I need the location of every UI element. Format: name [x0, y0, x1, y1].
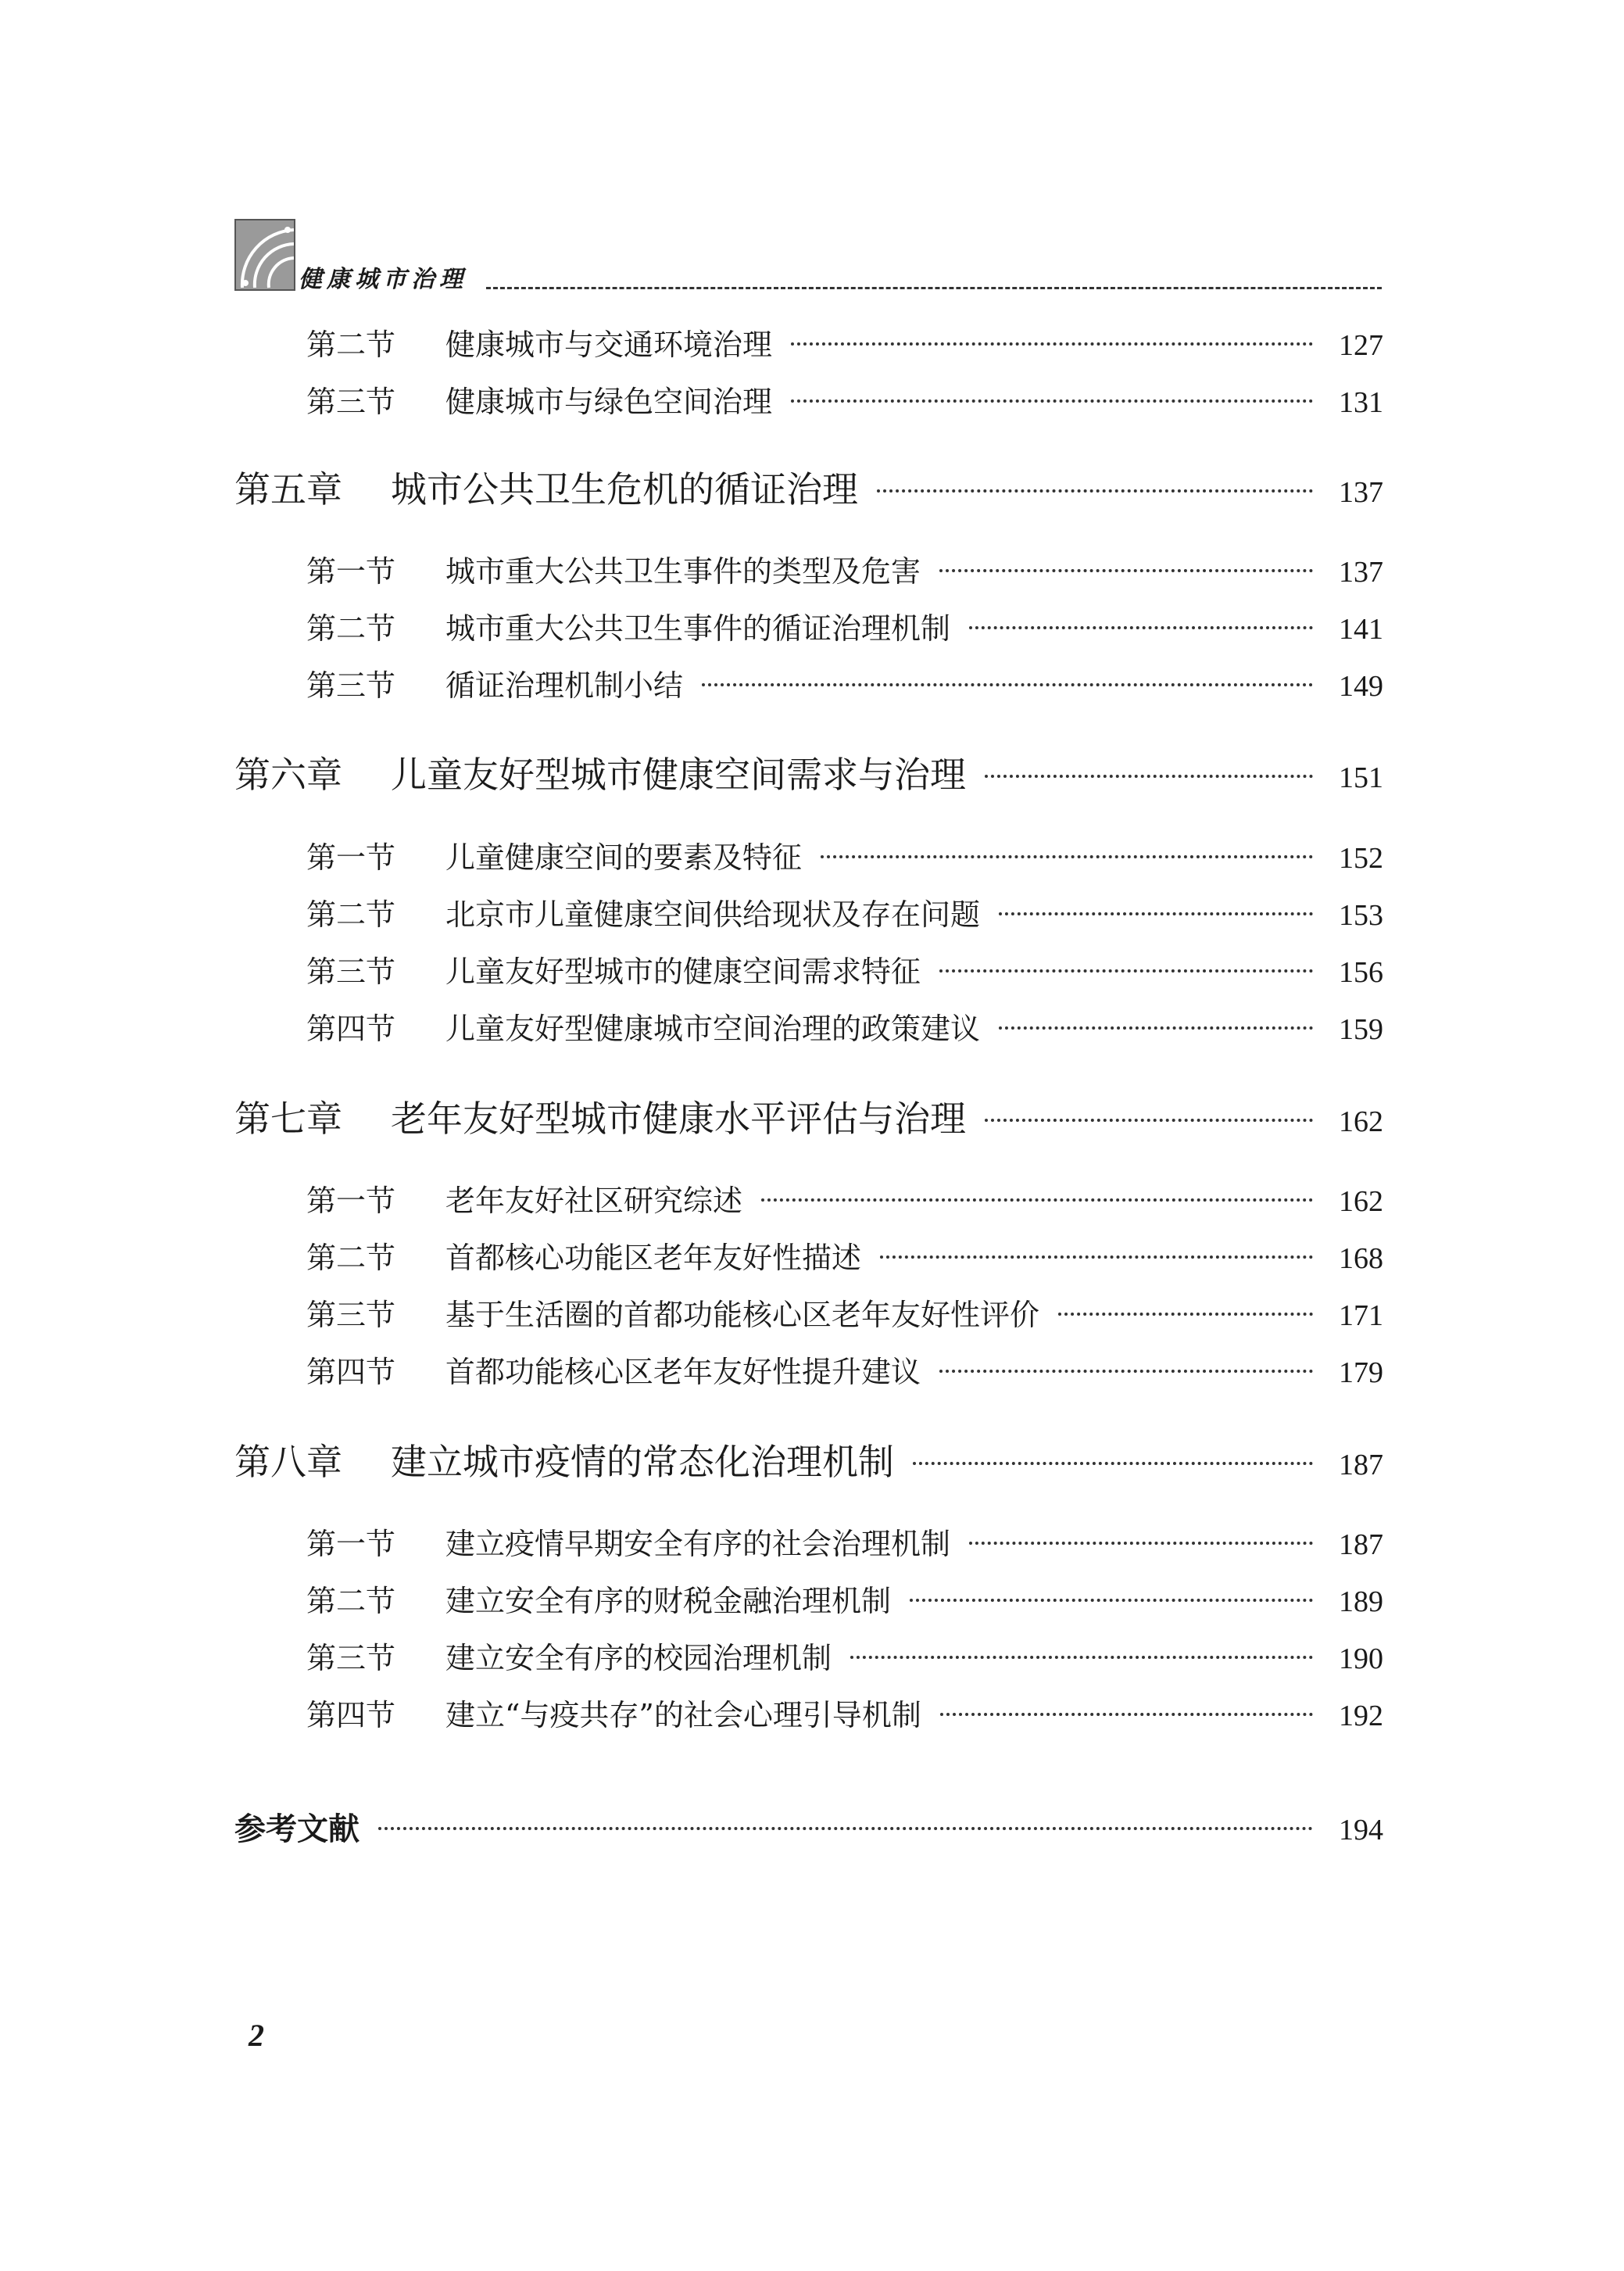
- dot-leader: [1058, 1313, 1313, 1316]
- entry-number: 第一节: [306, 1184, 396, 1218]
- toc-row[interactable]: [234, 1348, 1383, 1388]
- entry-page: 187: [1339, 1449, 1383, 1481]
- entry-page: 187: [1339, 1528, 1383, 1561]
- dot-leader: [877, 489, 1313, 493]
- dot-leader: [913, 1462, 1313, 1465]
- entry-number: 第二节: [306, 1241, 396, 1275]
- entry-title: 老年友好社区研究综述: [445, 1184, 743, 1218]
- dot-leader: [910, 1599, 1313, 1602]
- entry-number: 第七章: [234, 1098, 342, 1140]
- entry-number: 第三节: [306, 955, 396, 989]
- entry-number: 第二节: [306, 611, 396, 646]
- entry-number: 第一节: [306, 1527, 396, 1561]
- header-rule: [486, 287, 1382, 289]
- toc-row[interactable]: [234, 1691, 1383, 1732]
- dot-leader: [939, 1370, 1313, 1373]
- toc-row[interactable]: [234, 378, 1383, 418]
- entry-title: 儿童健康空间的要素及特征: [445, 840, 803, 875]
- entry-page: 194: [1339, 1814, 1383, 1847]
- entry-number: 第四节: [306, 1355, 396, 1389]
- entry-number: 第三节: [306, 1298, 396, 1332]
- entry-title: 基于生活圈的首都功能核心区老年友好性评价: [445, 1298, 1040, 1332]
- toc-row[interactable]: [234, 890, 1383, 931]
- entry-title: 首都功能核心区老年友好性提升建议: [445, 1355, 921, 1389]
- dot-leader: [985, 775, 1313, 778]
- dot-leader: [702, 683, 1313, 686]
- entry-number: 第二节: [306, 1584, 396, 1618]
- entry-number: 第四节: [306, 1698, 396, 1732]
- entry-title: 建立“与疫共存”的社会心理引导机制: [445, 1698, 921, 1732]
- dot-leader: [880, 1255, 1313, 1259]
- dot-leader: [939, 969, 1313, 973]
- toc-row[interactable]: [234, 1520, 1383, 1560]
- entry-number: 第三节: [306, 1641, 396, 1675]
- entry-page: 137: [1339, 476, 1383, 509]
- toc-row[interactable]: [234, 747, 1383, 796]
- entry-number: 第三节: [306, 668, 396, 703]
- entry-title: 健康城市与绿色空间治理: [445, 385, 773, 419]
- entry-title: 建立安全有序的校园治理机制: [445, 1641, 832, 1675]
- entry-number: 第二节: [306, 897, 396, 932]
- entry-page: 141: [1339, 613, 1383, 646]
- entry-page: 151: [1339, 761, 1383, 794]
- entry-number: 第三节: [306, 385, 396, 419]
- entry-page: 159: [1339, 1013, 1383, 1046]
- entry-title: 参考文献: [234, 1811, 359, 1847]
- page-number: 2: [249, 2018, 264, 2053]
- dot-leader: [791, 399, 1313, 403]
- entry-title: 健康城市与交通环境治理: [445, 328, 773, 362]
- entry-number: 第六章: [234, 754, 342, 796]
- entry-title: 首都核心功能区老年友好性描述: [445, 1241, 862, 1275]
- toc-row[interactable]: [234, 547, 1383, 588]
- entry-title: 建立城市疫情的常态化治理机制: [391, 1441, 894, 1483]
- entry-number: 第一节: [306, 554, 396, 589]
- toc-row[interactable]: [234, 947, 1383, 988]
- entry-page: 168: [1339, 1242, 1383, 1275]
- dot-leader: [761, 1198, 1313, 1202]
- toc-row[interactable]: [234, 1234, 1383, 1274]
- entry-page: 162: [1339, 1185, 1383, 1218]
- entry-page: 131: [1339, 386, 1383, 419]
- entry-title: 北京市儿童健康空间供给现状及存在问题: [445, 897, 981, 932]
- entry-number: 第八章: [234, 1441, 342, 1483]
- dot-leader: [939, 569, 1313, 572]
- entry-page: 127: [1339, 329, 1383, 362]
- entry-number: 第四节: [306, 1012, 396, 1046]
- toc-row[interactable]: [234, 1434, 1383, 1481]
- toc-row[interactable]: [234, 461, 1383, 508]
- dot-leader: [969, 626, 1313, 629]
- dot-leader: [985, 1119, 1313, 1122]
- entry-title: 建立安全有序的财税金融治理机制: [445, 1584, 892, 1618]
- dot-leader: [940, 1713, 1313, 1716]
- entry-page: 171: [1339, 1299, 1383, 1332]
- entry-page: 192: [1339, 1700, 1383, 1732]
- toc-row[interactable]: [234, 661, 1383, 702]
- dot-leader: [378, 1827, 1313, 1830]
- dot-leader: [850, 1656, 1313, 1659]
- dot-leader: [999, 912, 1313, 915]
- dot-leader: [821, 855, 1313, 858]
- entry-page: 156: [1339, 956, 1383, 989]
- entry-title: 城市重大公共卫生事件的类型及危害: [445, 554, 921, 589]
- entry-number: 第二节: [306, 328, 396, 362]
- entry-page: 189: [1339, 1585, 1383, 1618]
- header-logo-icon: [236, 220, 295, 291]
- entry-number: 第一节: [306, 840, 396, 875]
- entry-page: 179: [1339, 1356, 1383, 1389]
- entry-page: 190: [1339, 1642, 1383, 1675]
- running-header-title: 健康城市治理: [299, 266, 467, 293]
- entry-page: 152: [1339, 842, 1383, 875]
- toc-row[interactable]: [234, 1005, 1383, 1045]
- entry-page: 149: [1339, 670, 1383, 703]
- toc-row[interactable]: [234, 1634, 1383, 1675]
- toc-row[interactable]: [234, 1291, 1383, 1331]
- entry-page: 137: [1339, 556, 1383, 589]
- dot-leader: [999, 1026, 1313, 1030]
- entry-title: 建立疫情早期安全有序的社会治理机制: [445, 1527, 951, 1561]
- header-logo: [234, 219, 295, 291]
- toc-row[interactable]: [234, 1177, 1383, 1217]
- dot-leader: [969, 1542, 1313, 1545]
- entry-title: 儿童友好型城市健康空间需求与治理: [391, 754, 966, 796]
- entry-title: 城市公共卫生危机的循证治理: [391, 468, 858, 510]
- entry-page: 153: [1339, 899, 1383, 932]
- toc-row[interactable]: [234, 1577, 1383, 1617]
- toc-row[interactable]: [234, 833, 1383, 874]
- toc-row[interactable]: [234, 1091, 1383, 1140]
- entry-title: 城市重大公共卫生事件的循证治理机制: [445, 611, 951, 646]
- toc-row[interactable]: [234, 321, 1383, 361]
- entry-title: 儿童友好型城市的健康空间需求特征: [445, 955, 921, 989]
- entry-title: 老年友好型城市健康水平评估与治理: [391, 1098, 966, 1140]
- toc-row[interactable]: [234, 604, 1383, 645]
- entry-page: 162: [1339, 1105, 1383, 1138]
- entry-number: 第五章: [234, 468, 342, 510]
- entry-title: 儿童友好型健康城市空间治理的政策建议: [445, 1012, 981, 1046]
- entry-title: 循证治理机制小结: [445, 668, 684, 703]
- dot-leader: [791, 342, 1313, 346]
- toc-row[interactable]: [234, 1804, 1383, 1848]
